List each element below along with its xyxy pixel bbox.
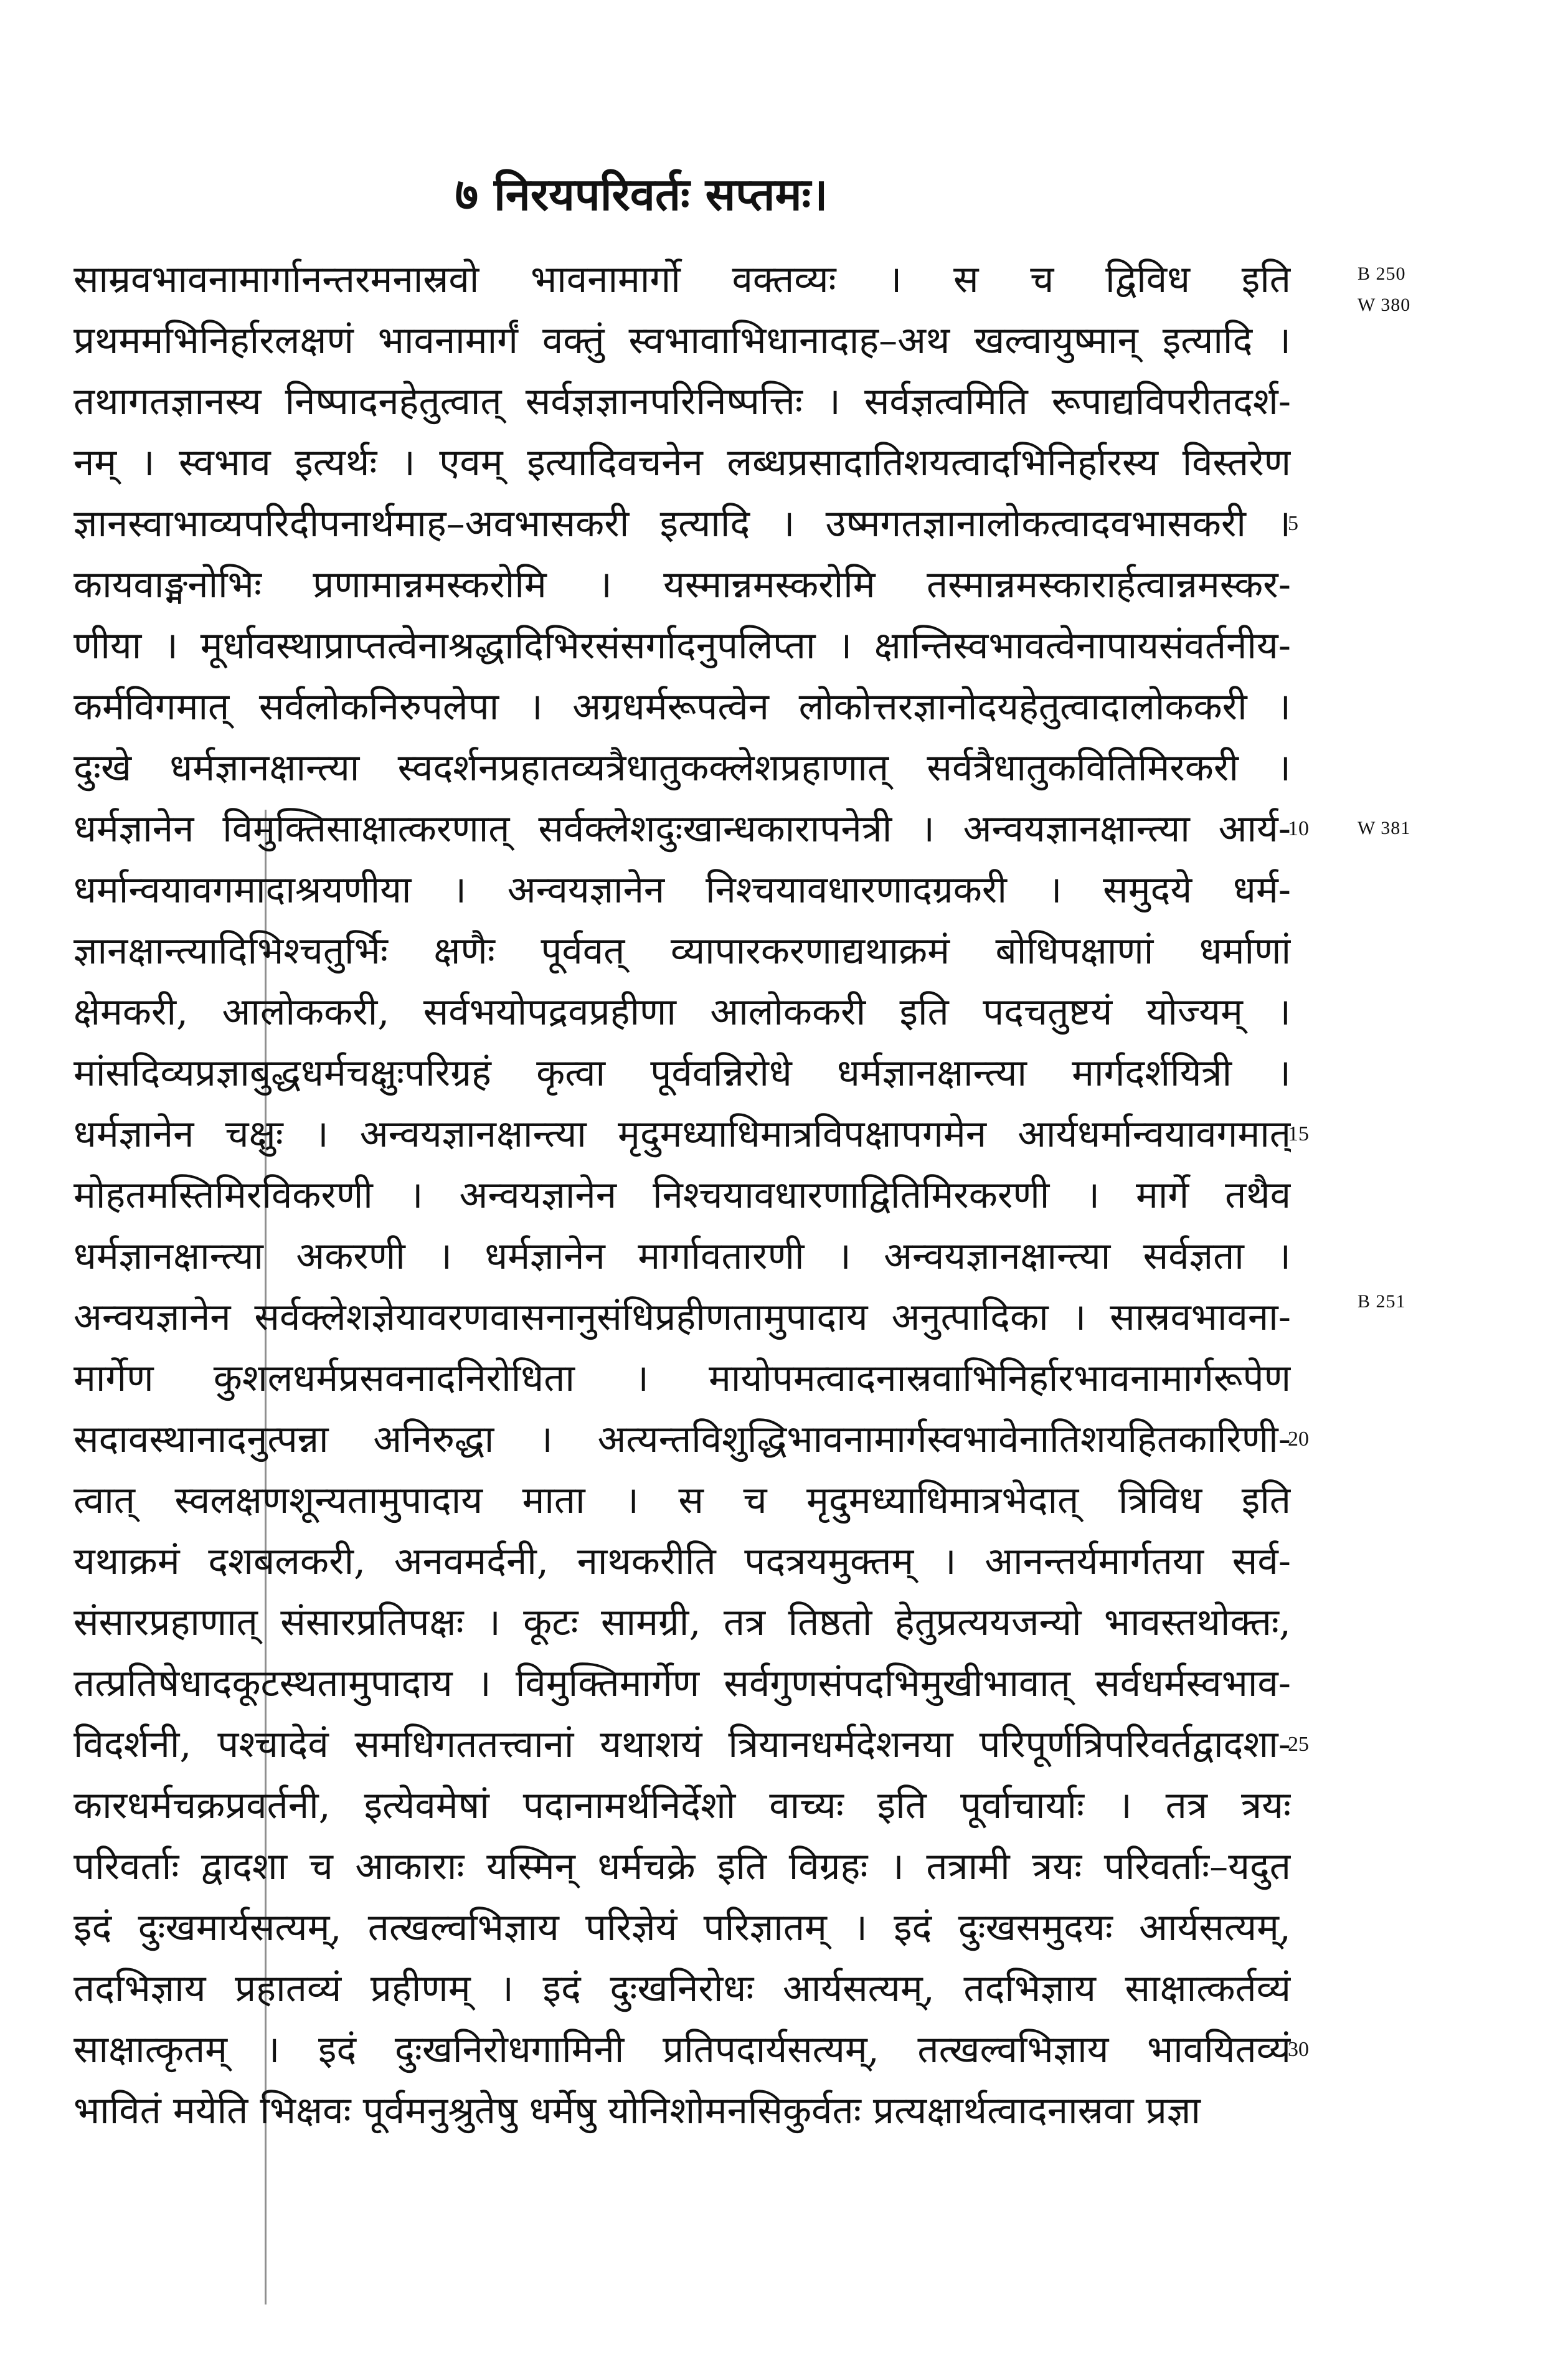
- text-line: कायवाङ्मनोभिः प्रणामान्नमस्करोमि । यस्मान्नमस्करोमि तस्मान्नमस्कारार्हत्वान्नमस्कर-: [73, 563, 1291, 607]
- text-line: प्रथममभिनिर्हारलक्षणं भावनामार्गं वक्तुं स्वभावाभिधानादाह–अथ खल्वायुष्मान् इत्यादि ।: [73, 319, 1291, 362]
- text-line: तदभिज्ञाय प्रहातव्यं प्रहीणम् । इदं दुःखनिरोधः आर्यसत्यम्, तदभिज्ञाय साक्षात्कर्तव्यं: [73, 1967, 1291, 2011]
- text-line: विदर्शनी, पश्चादेवं समधिगततत्त्वानां यथाशयं त्रियानधर्मदेशनया परिपूर्णत्रिपरिवर्तद्वादशा-: [73, 1723, 1291, 1766]
- text-line: साम्रवभावनामार्गानन्तरमनास्रवो भावनामार्गो वक्तव्यः । स च द्विविध इति: [73, 258, 1291, 301]
- line-number: 30: [1288, 2038, 1309, 2061]
- text-line: इदं दुःखमार्यसत्यम्, तत्खल्वभिज्ञाय परिज्ञेयं परिज्ञातम् । इदं दुःखसमुदयः आर्यसत्यम्,: [73, 1906, 1291, 1949]
- line-number: 25: [1288, 1733, 1309, 1756]
- text-line: मोहतमस्तिमिरविकरणी । अन्वयज्ञानेन निश्चयावधारणाद्वितिमिरकरणी । मार्गे तथैव: [73, 1173, 1291, 1217]
- text-line: कर्मविगमात् सर्वलोकनिरुपलेपा । अग्रधर्मरूपत्वेन लोकोत्तरज्ञानोदयहेतुत्वादालोककरी ।: [73, 685, 1291, 729]
- text-line: धर्मज्ञानेन चक्षुः । अन्वयज्ञानक्षान्त्या मृदुमध्याधिमात्रविपक्षापगमेन आर्यधर्मान्वयावगमात्: [73, 1112, 1291, 1156]
- edition-reference: B 251: [1358, 1291, 1406, 1312]
- edition-reference: W 380: [1358, 295, 1411, 315]
- body-text: [73, 249, 1291, 2141]
- edition-reference: B 250: [1358, 263, 1406, 284]
- text-line: ज्ञानस्वाभाव्यपरिदीपनार्थमाह–अवभासकरी इत्यादि । उष्मगतज्ञानालोकत्वादवभासकरी ।: [73, 502, 1291, 546]
- text-line: तत्प्रतिषेधादकूटस्थतामुपादाय । विमुक्तिमार्गेण सर्वगुणसंपदभिमुखीभावात् सर्वधर्मस्वभाव-: [73, 1662, 1291, 1705]
- text-line: भावितं मयेति भिक्षवः पूर्वमनुश्रुतेषु धर्मेषु योनिशोमनसिकुर्वतः प्रत्यक्षार्थत्वादनास्रवा प्रज्ञा: [73, 2089, 1201, 2133]
- text-line: णीया । मूर्धावस्थाप्राप्तत्वेनाश्रद्धादिभिरसंसर्गादनुपलिप्ता । क्षान्तिस्वभावत्वेनापायसंवर्तनीय-: [73, 624, 1291, 668]
- text-line: धर्मान्वयावगमादाश्रयणीया । अन्वयज्ञानेन निश्चयावधारणादग्रकरी । समुदये धर्म-: [73, 868, 1291, 912]
- text-line: अन्वयज्ञानेन सर्वक्लेशज्ञेयावरणवासनानुसंधिप्रहीणतामुपादाय अनुत्पादिका । सास्रवभावना-: [73, 1295, 1291, 1339]
- line-number: 15: [1288, 1122, 1309, 1145]
- text-line: धर्मज्ञानेन विमुक्तिसाक्षात्करणात् सर्वक्लेशदुःखान्धकारापनेत्री । अन्वयज्ञानक्षान्त्या आर्य-: [73, 807, 1291, 851]
- line-number: 5: [1288, 512, 1298, 535]
- text-line: धर्मज्ञानक्षान्त्या अकरणी । धर्मज्ञानेन मार्गावतारणी । अन्वयज्ञानक्षान्त्या सर्वज्ञता ।: [73, 1234, 1291, 1278]
- text-line: तथागतज्ञानस्य निष्पादनहेतुत्वात् सर्वज्ञज्ञानपरिनिष्पत्तिः । सर्वज्ञत्वमिति रूपाद्यविपरीतदर्श-: [73, 380, 1291, 424]
- text-line: ज्ञानक्षान्त्यादिभिश्चतुर्भिः क्षणैः पूर्ववत् व्यापारकरणाद्यथाक्रमं बोधिपक्षाणां धर्माणां: [73, 929, 1291, 973]
- text-line: यथाक्रमं दशबलकरी, अनवमर्दनी, नाथकरीति पदत्रयमुक्तम् । आनन्तर्यमार्गतया सर्व-: [73, 1540, 1291, 1583]
- text-line: सदावस्थानादनुत्पन्ना अनिरुद्धा । अत्यन्तविशुद्धिभावनामार्गस्वभावेनातिशयहितकारिणी-: [73, 1418, 1291, 1461]
- text-line: दुःखे धर्मज्ञानक्षान्त्या स्वदर्शनप्रहातव्यत्रैधातुकक्लेशप्रहाणात् सर्वत्रैधातुकवितिमिरकरी ।: [73, 746, 1291, 790]
- text-line: साक्षात्कृतम् । इदं दुःखनिरोधगामिनी प्रतिपदार्यसत्यम्, तत्खल्वभिज्ञाय भावयितव्यं: [73, 2028, 1291, 2072]
- text-line: नम् । स्वभाव इत्यर्थः । एवम् इत्यादिवचनेन लब्धप्रसादातिशयत्वादभिनिर्हारस्य विस्तरेण: [73, 441, 1291, 485]
- text-line: संसारप्रहाणात् संसारप्रतिपक्षः । कूटः सामग्री, तत्र तिष्ठतो हेतुप्रत्ययजन्यो भावस्तथोक्तः,: [73, 1601, 1291, 1644]
- text-line: क्षेमकरी, आलोककरी, सर्वभयोपद्रवप्रहीणा आलोककरी इति पदचतुष्टयं योज्यम् ।: [73, 990, 1291, 1034]
- edition-reference: W 381: [1358, 818, 1411, 838]
- text-line: त्वात् स्वलक्षणशून्यतामुपादाय माता । स च मृदुमध्याधिमात्रभेदात् त्रिविध इति: [73, 1479, 1291, 1522]
- line-number: 10: [1288, 817, 1309, 840]
- chapter-heading: ७ निरयपरिवर्तः सप्तमः।: [455, 168, 828, 220]
- text-line: कारधर्मचक्रप्रवर्तनी, इत्येवमेषां पदानामर्थनिर्देशो वाच्यः इति पूर्वाचार्याः । तत्र त्रयः: [73, 1784, 1291, 1827]
- text-line: मांसदिव्यप्रज्ञाबुद्धधर्मचक्षुःपरिग्रहं कृत्वा पूर्ववन्निरोधे धर्मज्ञानक्षान्त्या मार्गदर्शयित्री ।: [73, 1051, 1291, 1095]
- text-line: मार्गेण कुशलधर्मप्रसवनादनिरोधिता । मायोपमत्वादनास्रवाभिनिर्हारभावनामार्गरूपेण: [73, 1357, 1291, 1400]
- line-number: 20: [1288, 1428, 1309, 1451]
- text-line: परिवर्ताः द्वादशा च आकाराः यस्मिन् धर्मचक्रे इति विग्रहः । तत्रामी त्रयः परिवर्ताः–यदुत: [73, 1845, 1291, 1888]
